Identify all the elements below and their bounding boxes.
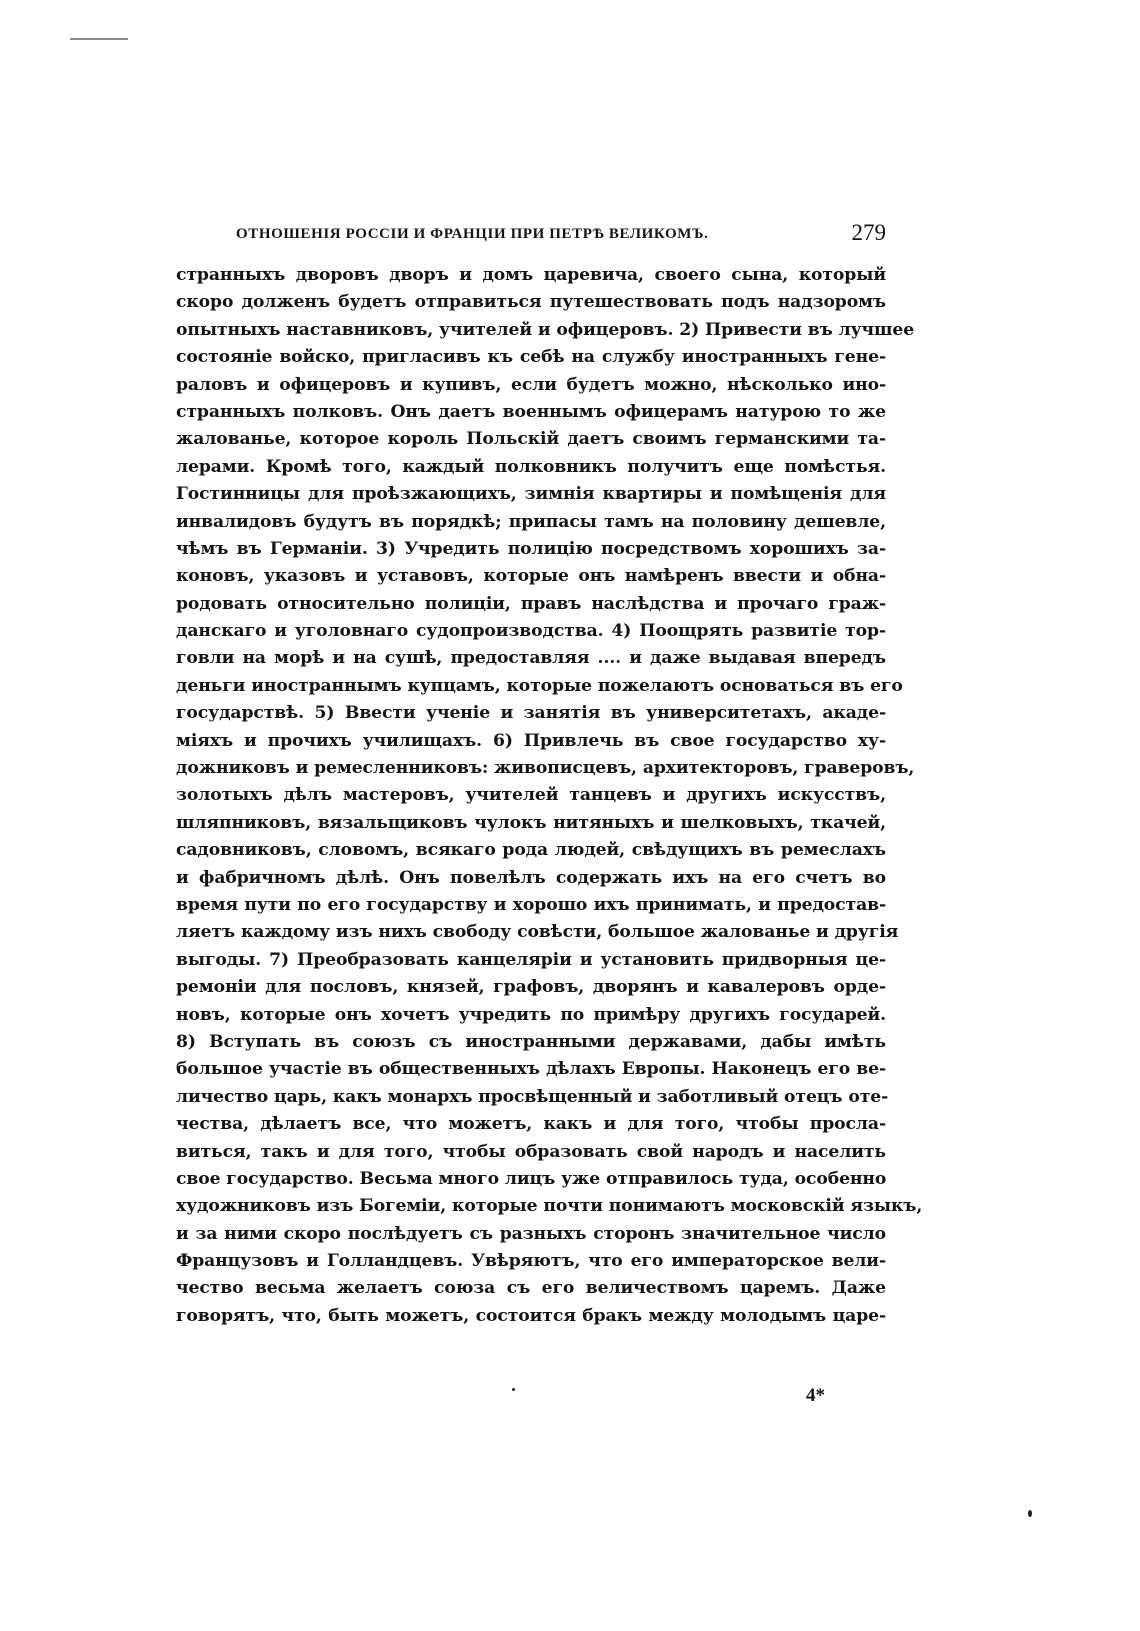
text-line: ремонiи для пословъ, князей, графовъ, дворянъ и кавалеровъ орде- — [176, 977, 886, 998]
header-title: ОТНОШЕНIЯ РОССIИ И ФРАНЦIИ ПРИ ПЕТРѢ ВЕЛИКОМЪ. — [236, 226, 709, 242]
text-line: состоянiе войско, пригласивъ къ себѣ на службу иностранныхъ гене- — [176, 347, 886, 368]
text-line: коновъ, указовъ и уставовъ, которые онъ намѣренъ ввести и обна- — [176, 566, 886, 587]
text-line: и фабричномъ дѣлѣ. Онъ повелѣлъ содержать ихъ на его счетъ во — [176, 867, 886, 888]
text-line: золотыхъ дѣлъ мастеровъ, учителей танцевъ и другихъ искусствъ, — [176, 785, 886, 806]
text-line: новъ, которые онъ хочетъ учредить по примѣру другихъ государей. — [176, 1004, 886, 1025]
text-line: художниковъ изъ Богемiи, которые почти понимаютъ московскiй языкъ, — [176, 1196, 923, 1217]
top-rule — [70, 38, 128, 40]
text-line: говли на морѣ и на сушѣ, предоставляя .... и даже выдавая впередъ — [176, 648, 886, 669]
text-line: выгоды. 7) Преобразовать канцелярiи и установить придворныя це- — [176, 949, 886, 970]
text-line: 8) Вступать въ союзъ съ иностранными державами, дабы имѣть — [176, 1031, 886, 1052]
running-head — [236, 220, 886, 250]
text-line: время пути по его государству и хорошо ихъ принимать, и предостав- — [176, 894, 886, 915]
text-line: личество царь, какъ монархъ просвѣщенный и заботливый отецъ оте- — [176, 1086, 889, 1107]
text-line: странныхъ полковъ. Онъ даетъ военнымъ офицерамъ натурою то же — [176, 401, 886, 422]
text-line: и за ними скоро послѣдуетъ съ разныхъ сторонъ значительное число — [176, 1223, 886, 1244]
text-line: деньги иностраннымъ купцамъ, которые пожелаютъ основаться въ его — [176, 675, 903, 696]
text-line: дожниковъ и ремесленниковъ: живописцевъ, архитекторовъ, граверовъ, — [176, 758, 915, 779]
text-line: чество весьма желаетъ союза съ его величествомъ царемъ. Даже — [176, 1278, 886, 1299]
page-speck — [512, 1388, 515, 1391]
body-text — [176, 262, 923, 1330]
text-line: виться, такъ и для того, чтобы образовать свой народъ и населить — [176, 1141, 886, 1162]
text-line: скоро долженъ будетъ отправиться путешествовать подъ надзоромъ — [176, 292, 886, 313]
text-line: странныхъ дворовъ дворъ и домъ царевича, своего сына, который — [176, 265, 886, 285]
text-line: свое государство. Весьма много лицъ уже отправилось туда, особенно — [176, 1168, 887, 1189]
text-line: садовниковъ, словомъ, всякаго рода людей, свѣдущихъ въ ремеслахъ — [176, 840, 886, 861]
signature-mark: 4* — [806, 1385, 825, 1406]
text-line: чѣмъ въ Германiи. 3) Учредить полицiю посредствомъ хорошихъ за- — [176, 538, 886, 559]
text-line: государствѣ. 5) Ввести ученiе и занятiя въ университетахъ, акаде- — [176, 703, 886, 724]
text-line: инвалидовъ будутъ въ порядкѣ; припасы тамъ на половину дешевле, — [176, 511, 886, 532]
text-line: говорятъ, что, быть можетъ, состоится бракъ между молодымъ царе- — [176, 1305, 886, 1326]
page-speck — [1028, 1510, 1032, 1517]
page-number: 279 — [851, 220, 886, 245]
text-line: чества, дѣлаетъ все, что можетъ, какъ и для того, чтобы просла- — [176, 1114, 886, 1135]
text-line: шляпниковъ, вязальщиковъ чулокъ нитяныхъ и шелковыхъ, ткачей, — [176, 812, 886, 833]
text-line: Французовъ и Голландцевъ. Увѣряютъ, что его императорское вели- — [176, 1251, 886, 1272]
text-line: Гостинницы для проѣзжающихъ, зимнiя квартиры и помѣщенiя для — [176, 484, 886, 505]
text-line: ляетъ каждому изъ нихъ свободу совѣсти, большое жалованье и другiя — [176, 922, 899, 943]
text-line: лерами. Кромѣ того, каждый полковникъ получитъ еще помѣстья. — [176, 456, 886, 477]
text-line: мiяхъ и прочихъ училищахъ. 6) Привлечь въ свое государство ху- — [176, 730, 886, 751]
text-line: раловъ и офицеровъ и купивъ, если будетъ можно, нѣсколько ино- — [176, 374, 886, 395]
text-line: данскаго и уголовнаго судопроизводства. 4) Поощрять развитiе тор- — [176, 621, 886, 642]
text-line: большое участiе въ общественныхъ дѣлахъ Европы. Наконецъ его ве- — [176, 1059, 886, 1080]
text-line: опытныхъ наставниковъ, учителей и офицеровъ. 2) Привести въ лучшее — [176, 319, 915, 340]
text-line: родовать относительно полицiи, правъ наслѣдства и прочаго граж- — [176, 593, 886, 614]
text-line: жалованье, которое король Польскiй даетъ своимъ германскими та- — [176, 429, 886, 450]
